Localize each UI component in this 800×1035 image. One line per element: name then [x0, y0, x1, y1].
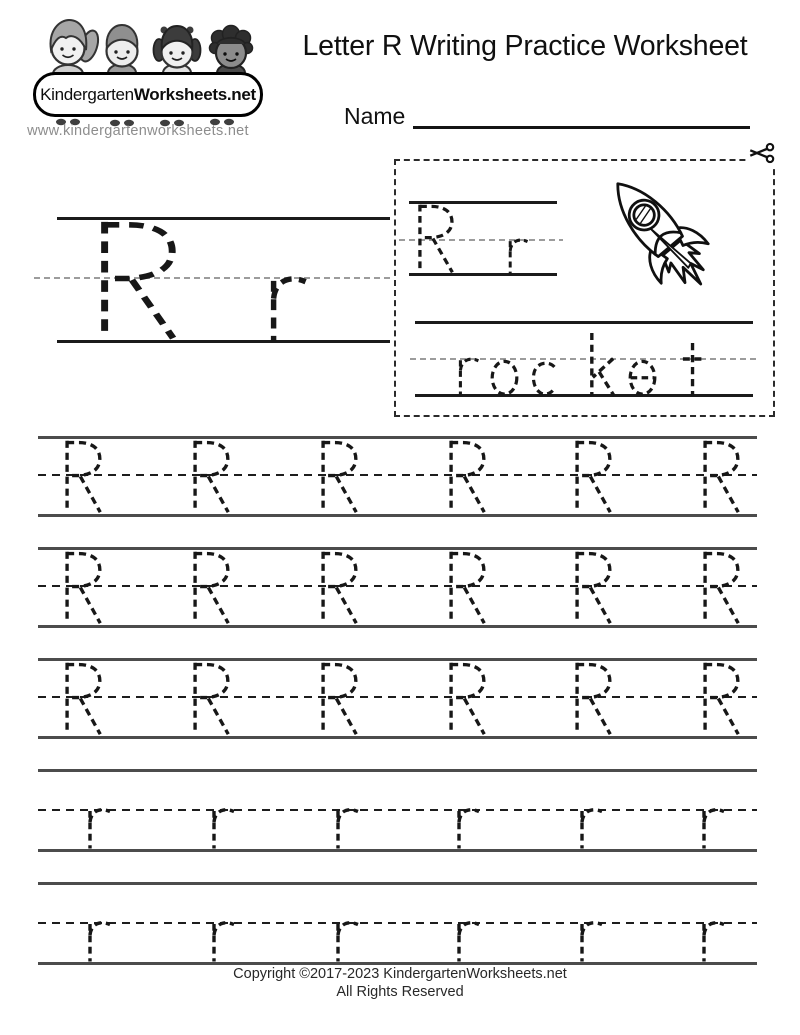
trace-word-letter-r [455, 353, 482, 395]
writing-line-base [38, 625, 757, 628]
writing-line-dashed [38, 809, 757, 811]
trace-letter-R [60, 661, 106, 736]
trace-letter-R [444, 550, 490, 625]
logo-badge [33, 72, 263, 117]
trace-letter-R [444, 439, 490, 514]
scissors-icon [746, 141, 778, 165]
writing-line-top [38, 882, 757, 885]
trace-word-letter-e [627, 359, 658, 397]
logo-kids-illustration [38, 10, 264, 76]
trace-letter-R [698, 439, 744, 514]
trace-letter-R [188, 661, 234, 736]
trace-letter-R [698, 550, 744, 625]
trace-letter-r-large [264, 268, 312, 342]
writing-line-base [38, 962, 757, 965]
trace-letter-R [316, 661, 362, 736]
writing-line-base [38, 514, 757, 517]
trace-letter-R [188, 550, 234, 625]
writing-line-base [38, 736, 757, 739]
trace-letter-r [332, 916, 362, 962]
trace-letter-r-card [505, 234, 531, 275]
footer-copyright: Copyright ©2017-2023 KindergartenWorksheets.net [233, 966, 567, 982]
trace-letter-R [570, 550, 616, 625]
trace-letter-R-large [90, 219, 185, 341]
writing-line-dashed [38, 474, 757, 476]
page-title: Letter R Writing Practice Worksheet [302, 30, 748, 62]
trace-word-letter-o [489, 359, 520, 397]
trace-letter-R [60, 550, 106, 625]
trace-word-letter-k [586, 331, 619, 396]
trace-letter-r [84, 803, 114, 849]
trace-letter-r [698, 916, 728, 962]
name-label: Name [344, 103, 406, 129]
writing-line-top [38, 769, 757, 772]
trace-word-letter-t [681, 342, 706, 396]
writing-line-top [38, 547, 757, 550]
writing-line-base [38, 849, 757, 852]
trace-letter-r [208, 803, 238, 849]
trace-letter-R [316, 439, 362, 514]
trace-letter-r [332, 803, 362, 849]
trace-letter-r [698, 803, 728, 849]
trace-letter-R [188, 439, 234, 514]
logo-brand-text: KindergartenWorksheets.net [40, 84, 256, 104]
trace-word-letter-c [529, 359, 558, 397]
trace-letter-R [698, 661, 744, 736]
rocket-illustration [597, 161, 733, 319]
trace-letter-r [84, 916, 114, 962]
trace-letter-r [208, 916, 238, 962]
trace-letter-r [453, 916, 483, 962]
logo-url: www.kindergartenworksheets.net [27, 123, 249, 139]
trace-letter-r [576, 916, 606, 962]
example-mid-line [34, 277, 390, 279]
trace-letter-R-card [413, 203, 458, 274]
trace-letter-R [570, 661, 616, 736]
writing-line-dashed [38, 585, 757, 587]
trace-letter-r [453, 803, 483, 849]
trace-letter-r [576, 803, 606, 849]
footer-rights: All Rights Reserved [336, 984, 464, 1000]
word-top-line [415, 321, 753, 324]
trace-letter-R [570, 439, 616, 514]
trace-letter-R [316, 550, 362, 625]
name-blank-line [413, 126, 750, 129]
trace-letter-R [60, 439, 106, 514]
writing-line-dashed [38, 922, 757, 924]
trace-letter-R [444, 661, 490, 736]
writing-line-dashed [38, 696, 757, 698]
writing-line-top [38, 436, 757, 439]
writing-line-top [38, 658, 757, 661]
